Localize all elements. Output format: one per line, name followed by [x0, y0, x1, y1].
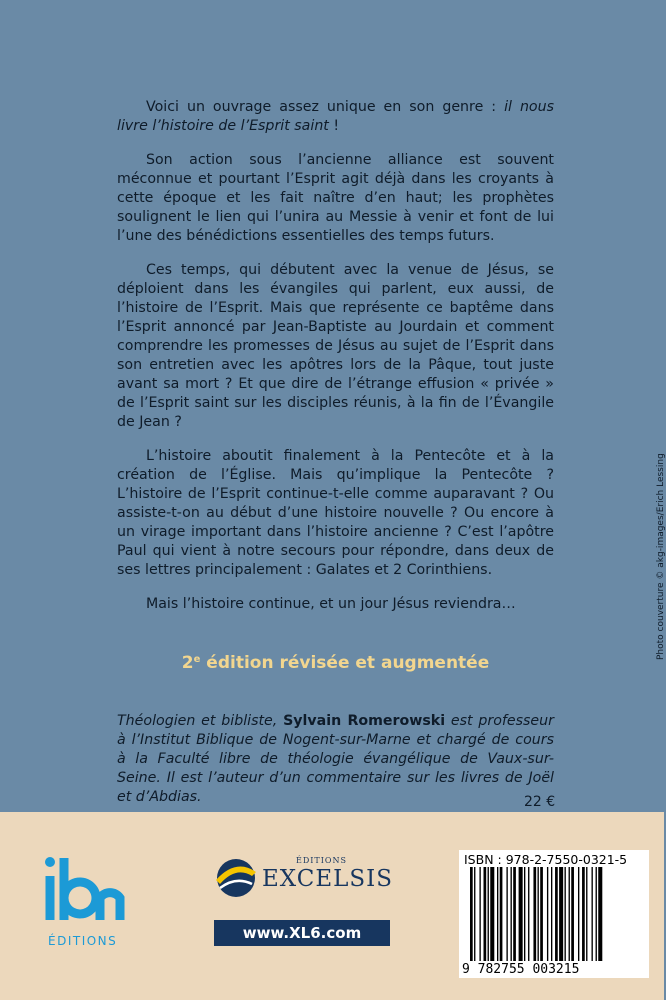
blurb-paragraph-5: Mais l’histoire continue, et un jour Jésus reviendra…	[146, 596, 516, 612]
barcode-bar	[538, 867, 539, 961]
barcode-bar	[488, 867, 489, 961]
barcode-bar	[565, 867, 566, 961]
edition-note: 2e édition révisée et augmentée	[181, 653, 490, 673]
blurb-paragraph-1: Voici un ouvrage assez unique en son genre : il nous livre l’histoire de l’Esprit saint !	[117, 99, 554, 134]
barcode-bar	[519, 867, 523, 961]
barcode-bar	[551, 867, 552, 961]
barcode-bar	[559, 867, 563, 961]
barcode-bar	[547, 867, 548, 961]
book-blurb	[117, 98, 554, 629]
barcode-bar	[582, 867, 585, 961]
barcode-bar	[497, 867, 498, 961]
ibn-logo-icon	[44, 854, 126, 926]
barcode-bar	[474, 867, 475, 961]
barcode-bar	[533, 867, 536, 961]
barcode-bar	[500, 867, 503, 961]
barcode-bar	[490, 867, 494, 961]
excelsis-editions-label: ÉDITIONS	[296, 856, 347, 865]
blurb-emphasis: il nous livre l’histoire de l’Esprit saint	[117, 99, 554, 134]
barcode-bar	[479, 867, 480, 961]
barcode-bar	[586, 867, 587, 961]
barcode-bar	[506, 867, 507, 961]
excelsis-globe-icon	[212, 854, 260, 900]
barcode-bar	[511, 867, 512, 961]
blurb-paragraph-2: Son action sous l’ancienne alliance est souvent méconnue et pourtant l’Esprit agit déjà dans les croyants à cette époque et les fait naître d’en haut; les prophètes soulignent le lien qui l’unira au Messie à venir et font de lui l’une des bénédictions essentielles des temps futurs.	[117, 152, 554, 244]
barcode-bar	[569, 867, 570, 961]
barcode-bar	[598, 867, 602, 961]
isbn-number: ISBN : 978-2-7550-0321-5	[464, 852, 628, 867]
barcode-bar	[592, 867, 593, 961]
excelsis-name: EXCELSIS	[262, 866, 394, 892]
barcode-bar	[528, 867, 529, 961]
barcode-bar	[484, 867, 487, 961]
blurb-paragraph-4: L’histoire aboutit finalement à la Pentecôte et à la création de l’Église. Mais qu’implique la Pentecôte ? L’histoire de l’Esprit continue-t-elle comme auparavant ? Ou assiste-t-on au début d’une histoire nouvelle ? Ou encore à un virage important dans l’histoire ancienne ? C’est l’apôtre Paul qui vient à notre secours pour répondre, dans deux de ses lettres principalement : Galates et 2 Corinthiens.	[117, 448, 554, 578]
blurb-paragraph-3: Ces temps, qui débutent avec la venue de Jésus, se déploient dans les évangiles qui parlent, eux aussi, de l’histoire de l’Esprit. Mais que représente ce baptême dans l’Esprit annoncé par Jean-Baptiste au Jourdain et comment comprendre les promesses de Jésus au sujet de l’Esprit dans son entretien avec les apôtres lors de la Pâque, tout juste avant sa mort ? Et que dire de l’étrange effusion « privée » de l’Esprit saint sur les disciples réunis, à la fin de l’Évangile de Jean ?	[117, 262, 554, 430]
barcode-bar	[513, 867, 516, 961]
barcode-bar	[524, 867, 525, 961]
author-name: Sylvain Romerowski	[283, 713, 446, 729]
barcode-bar	[540, 867, 543, 961]
barcode-bar	[578, 867, 579, 961]
barcode-bar	[596, 867, 597, 961]
ibn-editions-label: ÉDITIONS	[48, 934, 118, 948]
author-bio: Théologien et bibliste, Sylvain Romerowski est professeur à l’Institut Biblique de Nogent-sur-Marne et chargé de cours à la Faculté libre de théologie évangélique de Vaux-sur-Seine. Il est l’auteur d’un commentaire sur les livres de Joël et d’Abdias.	[117, 713, 554, 805]
barcode-bar	[555, 867, 558, 961]
photo-credit: Photo couverture © akg-images/Erich Lessing	[656, 453, 666, 660]
barcode-digits: 9 782755 003215	[462, 962, 580, 977]
barcode-bar	[470, 867, 473, 961]
barcode-bar	[571, 867, 574, 961]
barcode-icon	[470, 867, 642, 961]
website-url: www.XL6.com	[214, 920, 390, 946]
price: 22 €	[524, 794, 556, 810]
